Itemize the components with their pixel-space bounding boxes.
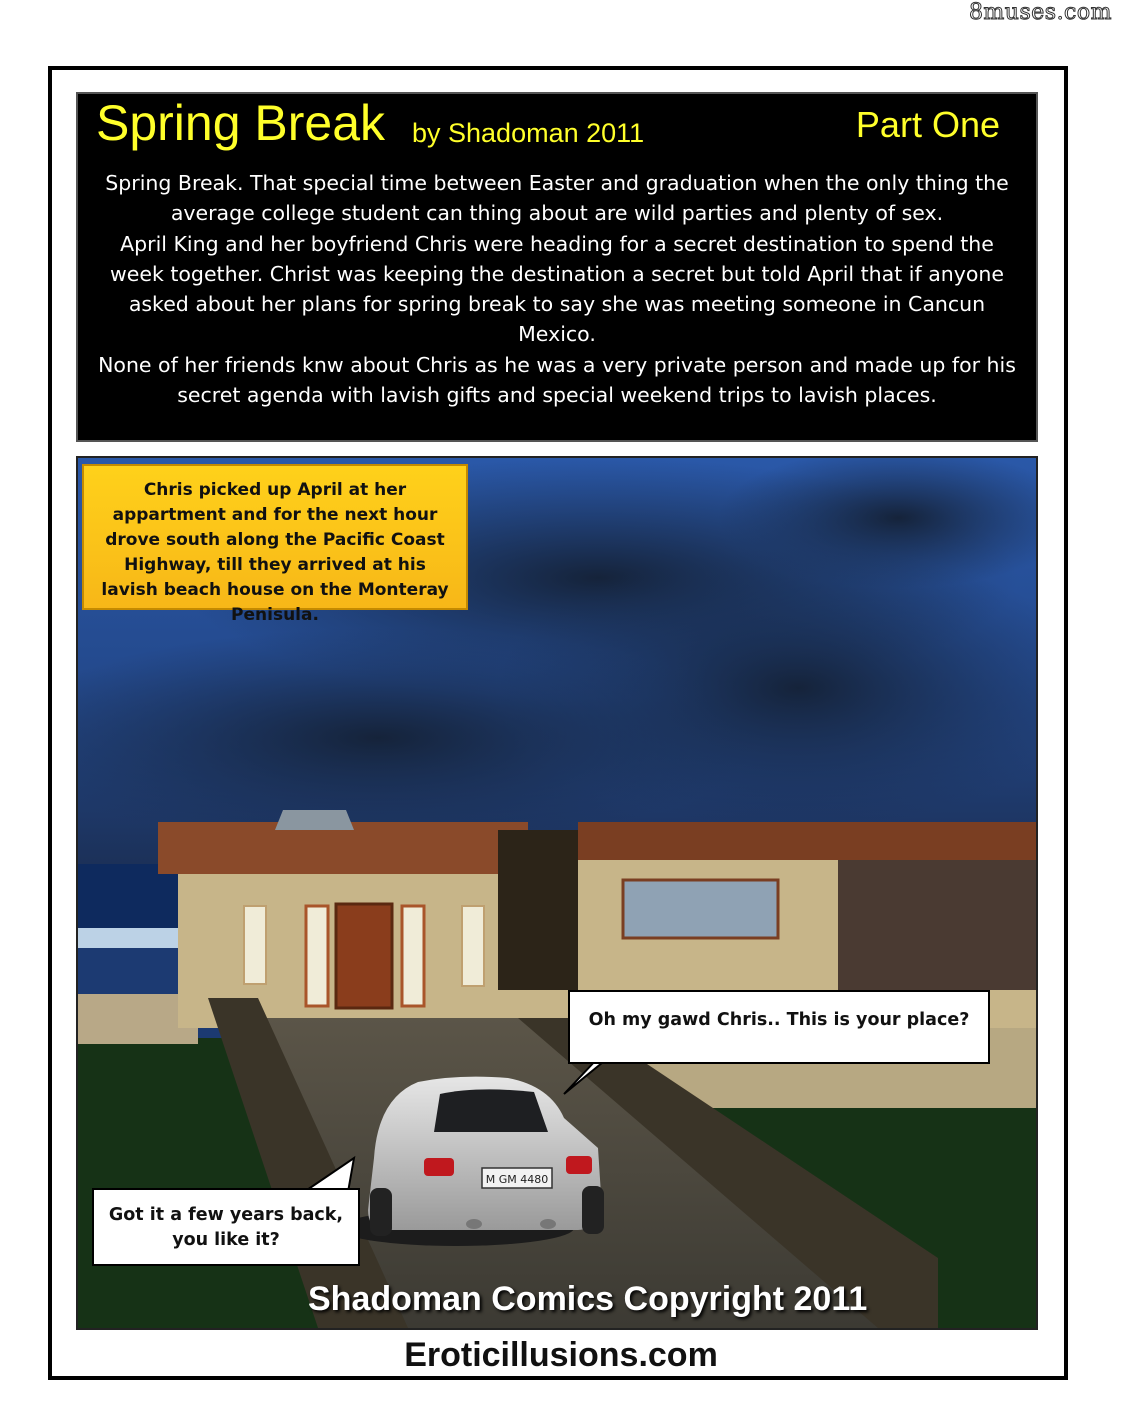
comic-title: Spring Break bbox=[96, 95, 386, 151]
license-plate: M GM 4480 bbox=[485, 1173, 549, 1186]
intro-text bbox=[98, 168, 1016, 410]
deck-railing bbox=[78, 928, 188, 948]
house-shadow bbox=[498, 830, 578, 990]
ocean bbox=[78, 864, 188, 934]
window bbox=[306, 906, 328, 1006]
window bbox=[402, 906, 424, 1006]
intro-paragraph: None of her friends knw about Chris as he was a very private person and made up for his secret agenda with lavish gifts and special weekend trips to lavish places. bbox=[98, 352, 1016, 408]
speech-bubble-chris: Got it a few years back, you like it? bbox=[92, 1188, 360, 1266]
comic-panel bbox=[76, 456, 1038, 1330]
intro-paragraph: Spring Break. That special time between Easter and graduation when the only thing the average college student can thing about are wild parties and plenty of sex. bbox=[105, 171, 1009, 226]
comic-part: Part One bbox=[855, 104, 1000, 145]
narration-caption: Chris picked up April at her appartment and for the next hour drove south along the Pacific Coast Highway, till they arrived at his lavish beach house on the Monteray Penisula. bbox=[82, 464, 468, 610]
title-box bbox=[76, 92, 1038, 442]
skylight bbox=[275, 810, 354, 830]
window bbox=[462, 906, 484, 986]
window bbox=[244, 906, 266, 984]
site-watermark: 8muses.com bbox=[968, 0, 1112, 25]
site-footer: Eroticillusions.com bbox=[404, 1336, 718, 1374]
copyright-text: Shadoman Comics Copyright 2011 bbox=[308, 1280, 868, 1318]
speech-bubble-april: Oh my gawd Chris.. This is your place? bbox=[568, 990, 990, 1064]
intro-paragraph: April King and her boyfriend Chris were heading for a secret destination to spend the week together. Christ was keeping the destination a secret but told April that if anyone asked about her plans for spring break to say she was meeting someone in Cancun Mexico. bbox=[109, 231, 1005, 347]
comic-byline: by Shadoman 2011 bbox=[412, 118, 645, 148]
window bbox=[623, 880, 778, 938]
glass-room bbox=[838, 860, 1036, 990]
front-door bbox=[336, 904, 392, 1008]
roof bbox=[578, 822, 1036, 860]
